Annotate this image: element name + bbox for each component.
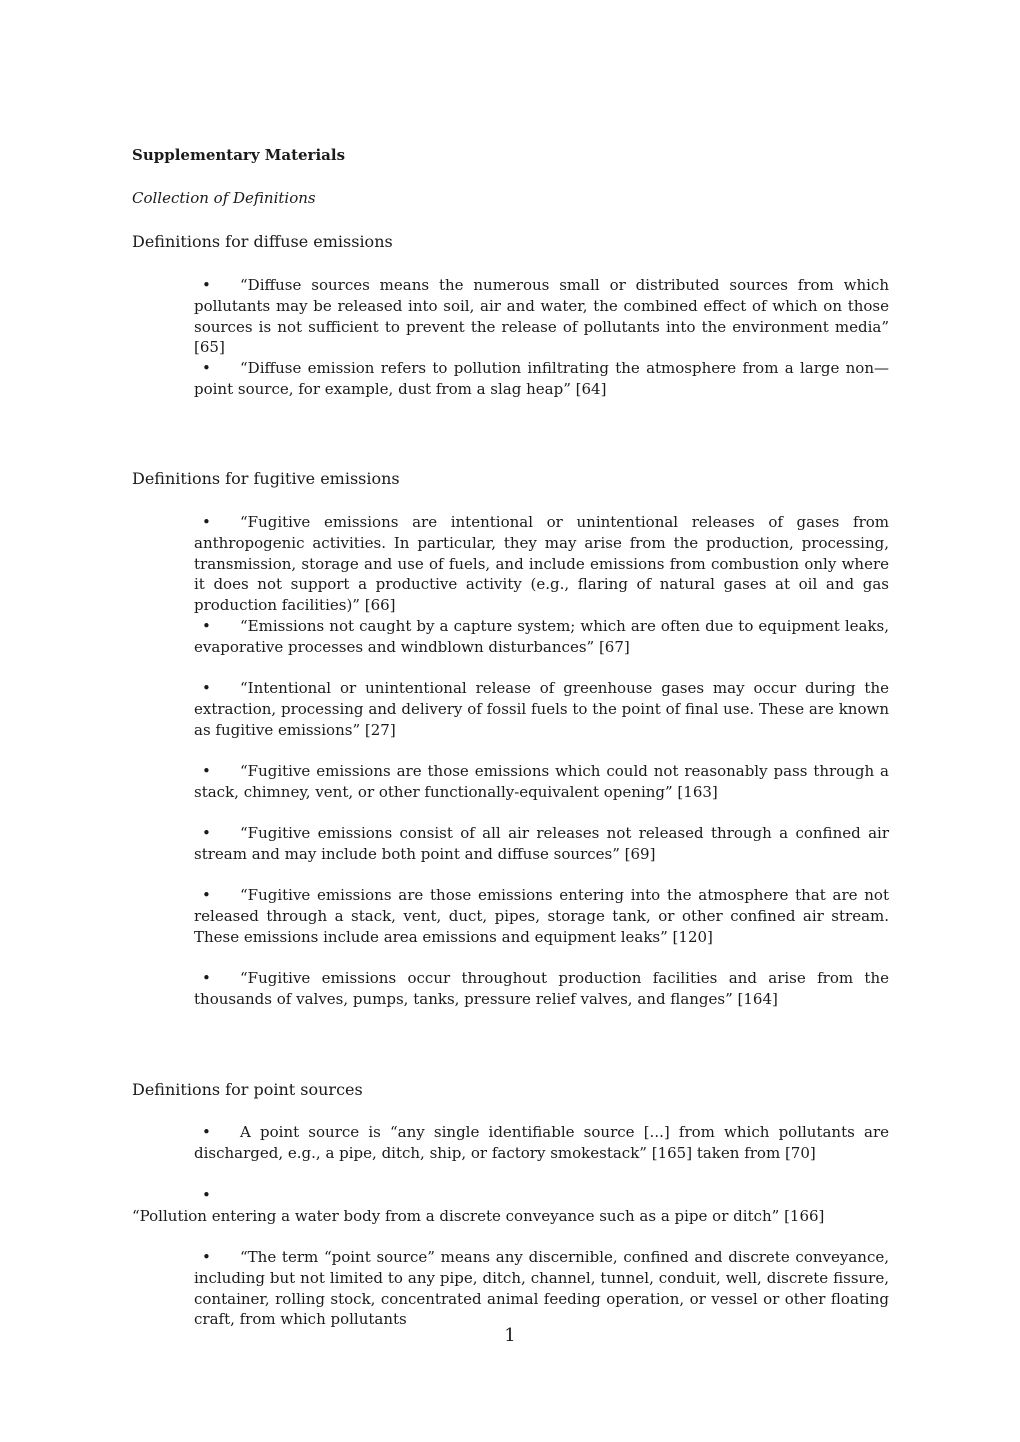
definition-text: “Diffuse emission refers to pollution infiltrating the atmosphere from a large non—point source, for example, dust from a slag heap” [64]: [194, 359, 889, 398]
definition-text: “Pollution entering a water body from a discrete conveyance such as a pipe or ditch” [166]: [132, 1206, 825, 1225]
bullet-icon: •: [202, 679, 211, 697]
definition-text: “Fugitive emissions occur throughout production facilities and arise from the thousands of valves, pumps, tanks, pressure relief valves, and flanges” [164]: [194, 969, 889, 1008]
definition-text: “Fugitive emissions are those emissions entering into the atmosphere that are not released through a stack, vent, duct, pipes, storage tank, or other confined air stream. These emissions include area emissions and equipment leaks” [120]: [194, 886, 889, 946]
definition-text: “Diffuse sources means the numerous small or distributed sources from which pollutants may be released into soil, air and water, the combined effect of which on those sources is not sufficient to prevent the release of pollutants into the environment media” [65]: [194, 276, 889, 357]
bullet-icon: •: [202, 1186, 211, 1204]
definition-text: A point source is “any single identifiable source [...] from which pollutants are discharged, e.g., a pipe, ditch, ship, or factory smokestack” [165] taken from [70]: [194, 1123, 889, 1162]
definition-item: [194, 1247, 889, 1330]
definition-item: [194, 512, 889, 616]
bullet-icon: •: [202, 276, 211, 294]
bullet-icon: •: [202, 969, 211, 987]
definition-item: [194, 761, 889, 803]
definition-item: [194, 678, 889, 740]
definition-item: [194, 823, 889, 865]
page-number: 1: [504, 1325, 516, 1346]
bullet-icon: •: [202, 1248, 211, 1266]
section-heading-point: Definitions for point sources: [132, 1080, 363, 1099]
definition-text: “Fugitive emissions are intentional or unintentional releases of gases from anthropogenic activities. In particular, they may arise from the production, processing, transmission, storage and use of fuels, and include emissions from combustion only where it does not support a productive activity (e.g., flaring of natural gases at oil and gas production facilities)” [66]: [194, 513, 889, 615]
document-title: Supplementary Materials: [132, 146, 346, 164]
definition-item: [132, 1185, 889, 1227]
bullet-icon: •: [202, 513, 211, 531]
bullet-icon: •: [202, 359, 211, 377]
section-heading-fugitive: Definitions for fugitive emissions: [132, 469, 400, 488]
section-heading-diffuse: Definitions for diffuse emissions: [132, 232, 393, 251]
definition-text: “Emissions not caught by a capture system; which are often due to equipment leaks, evaporative processes and windblown disturbances” [67]: [194, 617, 889, 656]
definition-text: “Fugitive emissions consist of all air releases not released through a confined air stream and may include both point and diffuse sources” [69]: [194, 824, 889, 863]
bullet-icon: •: [202, 617, 211, 635]
bullet-icon: •: [202, 824, 211, 842]
definition-item: [194, 616, 889, 658]
definition-item: [194, 1122, 889, 1164]
definition-text: “The term “point source” means any discernible, confined and discrete conveyance, including but not limited to any pipe, ditch, channel, tunnel, conduit, well, discrete fissure, container, rolling stock, concentrated animal feeding operation, or vessel or other floating craft, from which pollutants: [194, 1248, 889, 1329]
definition-item: [194, 885, 889, 947]
definition-text: “Fugitive emissions are those emissions which could not reasonably pass through a stack, chimney, vent, or other functionally-equivalent opening” [163]: [194, 762, 889, 801]
bullet-icon: •: [202, 1123, 211, 1141]
definition-item: [194, 358, 889, 400]
bullet-icon: •: [202, 886, 211, 904]
bullet-icon: •: [202, 762, 211, 780]
definition-text: “Intentional or unintentional release of greenhouse gases may occur during the extraction, processing and delivery of fossil fuels to the point of final use. These are known as fugitive emissions” [27]: [194, 679, 889, 739]
document-subtitle: Collection of Definitions: [132, 189, 316, 207]
definition-item: [194, 968, 889, 1010]
definition-item: [194, 275, 889, 358]
